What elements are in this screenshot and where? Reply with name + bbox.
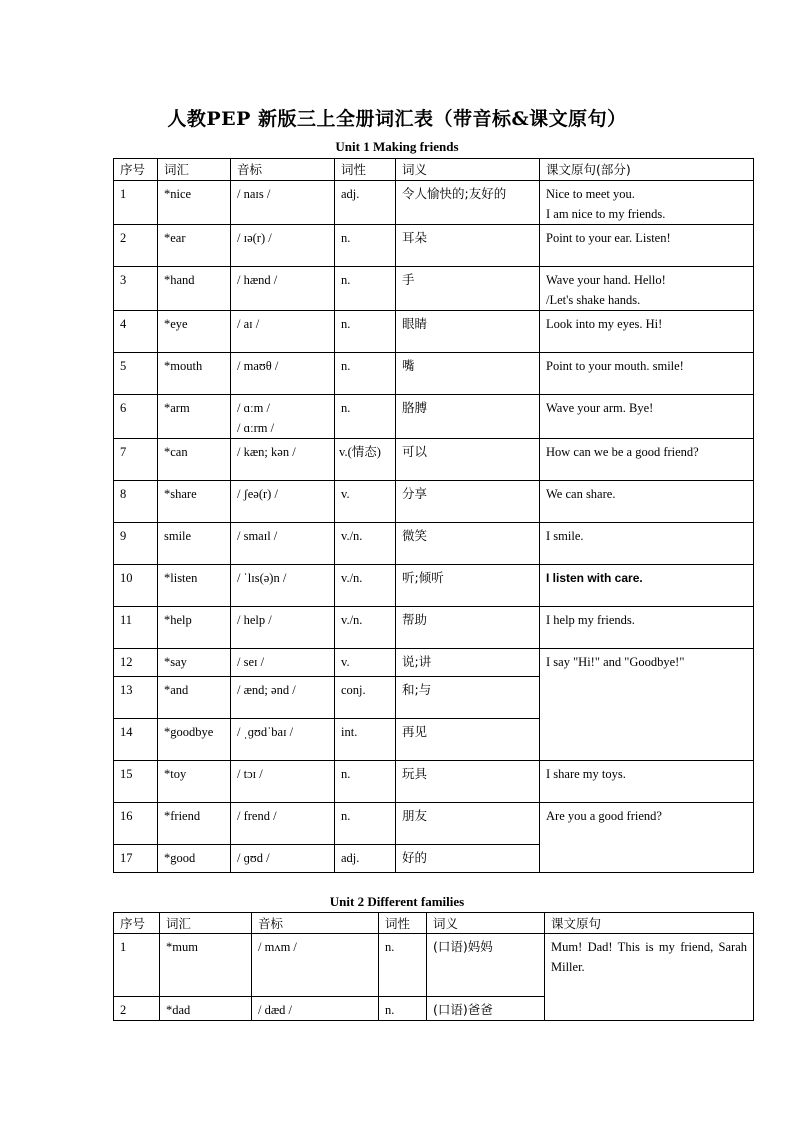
cell-meaning: 听;倾听	[396, 565, 540, 607]
cell-pos: n.	[379, 997, 427, 1021]
cell-word: *and	[158, 677, 231, 719]
unit2-title: Unit 2 Different families	[329, 894, 465, 909]
cell-no: 15	[114, 761, 158, 803]
page-title: 人教PEP 新版三上全册词汇表（带音标&课文原句）	[167, 108, 627, 130]
cell-meaning: 微笑	[396, 523, 540, 565]
cell-pos: v./n.	[335, 607, 396, 649]
cell-meaning: 帮助	[396, 607, 540, 649]
cell-word: smile	[158, 523, 231, 565]
cell-ipa: / ˌɡʊdˈbaɪ /	[231, 719, 335, 761]
cell-no: 3	[114, 267, 158, 311]
sentence-line: /Let's shake hands.	[546, 293, 641, 307]
cell-meaning: 说;讲	[396, 649, 540, 677]
cell-sentence: I share my toys.	[540, 761, 754, 803]
sentence-line: I am nice to my friends.	[546, 207, 666, 221]
cell-ipa: / dæd /	[252, 997, 379, 1021]
cell-sentence: How can we be a good friend?	[540, 439, 754, 481]
cell-no: 16	[114, 803, 158, 845]
cell-no: 6	[114, 395, 158, 439]
cell-meaning: (口语)爸爸	[427, 997, 545, 1021]
ipa-line: / ɑːrm /	[237, 421, 275, 435]
header-pos: 词性	[335, 159, 396, 181]
cell-meaning: 嘴	[396, 353, 540, 395]
cell-ipa: / aɪ /	[231, 311, 335, 353]
cell-ipa: / ʃeə(r) /	[231, 481, 335, 523]
cell-no: 1	[114, 934, 160, 997]
cell-no: 8	[114, 481, 158, 523]
cell-no: 2	[114, 225, 158, 267]
cell-pos: n.	[335, 225, 396, 267]
cell-ipa: / ɪə(r) /	[231, 225, 335, 267]
header-meaning: 词义	[396, 159, 540, 181]
cell-word: *share	[158, 481, 231, 523]
cell-sentence: I help my friends.	[540, 607, 754, 649]
table-header-row	[114, 913, 754, 934]
cell-word: *eye	[158, 311, 231, 353]
cell-no: 10	[114, 565, 158, 607]
table-row	[114, 565, 754, 607]
cell-pos: n.	[379, 934, 427, 997]
cell-pos: n.	[335, 395, 396, 439]
cell-word: *mouth	[158, 353, 231, 395]
cell-no: 14	[114, 719, 158, 761]
cell-no: 5	[114, 353, 158, 395]
cell-sentence: Point to your ear. Listen!	[540, 225, 754, 267]
cell-word: *say	[158, 649, 231, 677]
sentence-line: Nice to meet you.	[546, 187, 635, 201]
table-row	[114, 225, 754, 267]
cell-sentence: I smile.	[540, 523, 754, 565]
table-row	[114, 481, 754, 523]
cell-word: *goodbye	[158, 719, 231, 761]
cell-pos: int.	[335, 719, 396, 761]
cell-sentence: Look into my eyes. Hi!	[540, 311, 754, 353]
cell-pos: n.	[335, 353, 396, 395]
header-sentence: 课文原句	[545, 913, 754, 934]
header-word: 词汇	[158, 159, 231, 181]
cell-word: *good	[158, 845, 231, 873]
cell-pos: v.(情态)	[335, 439, 396, 481]
cell-sentence: Point to your mouth. smile!	[540, 353, 754, 395]
cell-pos: v./n.	[335, 523, 396, 565]
table-row	[114, 934, 754, 997]
cell-word: *arm	[158, 395, 231, 439]
cell-sentence: I listen with care.	[540, 565, 754, 607]
cell-sentence	[540, 267, 754, 311]
table-row	[114, 607, 754, 649]
table-row	[114, 523, 754, 565]
header-ipa: 音标	[231, 159, 335, 181]
cell-no: 13	[114, 677, 158, 719]
header-no: 序号	[114, 159, 158, 181]
cell-ipa: / frend /	[231, 803, 335, 845]
cell-pos: v.	[335, 481, 396, 523]
cell-no: 2	[114, 997, 160, 1021]
unit2-vocab-table	[113, 912, 754, 1021]
table-row	[114, 353, 754, 395]
cell-ipa: / ˈlɪs(ə)n /	[231, 565, 335, 607]
cell-word: *toy	[158, 761, 231, 803]
table-row	[114, 803, 754, 845]
cell-meaning: 眼睛	[396, 311, 540, 353]
unit1-vocab-table	[113, 158, 754, 873]
header-sentence: 课文原句(部分)	[540, 159, 754, 181]
cell-word: *mum	[160, 934, 252, 997]
cell-no: 9	[114, 523, 158, 565]
cell-pos: v.	[335, 649, 396, 677]
cell-pos: v./n.	[335, 565, 396, 607]
cell-pos: n.	[335, 803, 396, 845]
cell-ipa: / naɪs /	[231, 181, 335, 225]
cell-pos: adj.	[335, 845, 396, 873]
cell-word: *can	[158, 439, 231, 481]
cell-word: *nice	[158, 181, 231, 225]
cell-no: 11	[114, 607, 158, 649]
cell-meaning: (口语)妈妈	[427, 934, 545, 997]
cell-ipa	[231, 395, 335, 439]
cell-ipa: / seɪ /	[231, 649, 335, 677]
cell-word: *dad	[160, 997, 252, 1021]
cell-meaning: 再见	[396, 719, 540, 761]
cell-no: 1	[114, 181, 158, 225]
cell-sentence: Mum! Dad! This is my friend, Sarah Miller.	[545, 934, 754, 1021]
cell-pos: n.	[335, 267, 396, 311]
cell-ipa: / hænd /	[231, 267, 335, 311]
sentence-line: Wave your hand. Hello!	[546, 273, 666, 287]
table-row	[114, 181, 754, 225]
table-row	[114, 267, 754, 311]
header-no: 序号	[114, 913, 160, 934]
cell-meaning: 玩具	[396, 761, 540, 803]
table-row	[114, 395, 754, 439]
cell-ipa: / maʊθ /	[231, 353, 335, 395]
cell-meaning: 分享	[396, 481, 540, 523]
table-header-row	[114, 159, 754, 181]
cell-pos: adj.	[335, 181, 396, 225]
cell-meaning: 胳膊	[396, 395, 540, 439]
cell-word: *listen	[158, 565, 231, 607]
table-row	[114, 439, 754, 481]
cell-ipa: / mʌm /	[252, 934, 379, 997]
cell-word: *ear	[158, 225, 231, 267]
cell-sentence: We can share.	[540, 481, 754, 523]
cell-meaning: 和;与	[396, 677, 540, 719]
cell-no: 7	[114, 439, 158, 481]
cell-meaning: 耳朵	[396, 225, 540, 267]
header-word: 词汇	[160, 913, 252, 934]
header-ipa: 音标	[252, 913, 379, 934]
cell-ipa: / ænd; ənd /	[231, 677, 335, 719]
cell-word: *help	[158, 607, 231, 649]
cell-meaning: 可以	[396, 439, 540, 481]
cell-ipa: / help /	[231, 607, 335, 649]
cell-ipa: / smaɪl /	[231, 523, 335, 565]
cell-ipa: / kæn; kən /	[231, 439, 335, 481]
table-row	[114, 649, 754, 677]
header-pos: 词性	[379, 913, 427, 934]
cell-meaning: 手	[396, 267, 540, 311]
cell-no: 12	[114, 649, 158, 677]
cell-meaning: 朋友	[396, 803, 540, 845]
cell-pos: n.	[335, 311, 396, 353]
cell-sentence: Wave your arm. Bye!	[540, 395, 754, 439]
header-meaning: 词义	[427, 913, 545, 934]
cell-no: 4	[114, 311, 158, 353]
cell-pos: conj.	[335, 677, 396, 719]
cell-sentence: I say "Hi!" and "Goodbye!"	[540, 649, 754, 761]
table-row	[114, 311, 754, 353]
cell-no: 17	[114, 845, 158, 873]
cell-ipa: / tɔɪ /	[231, 761, 335, 803]
cell-meaning: 好的	[396, 845, 540, 873]
cell-pos: n.	[335, 761, 396, 803]
cell-ipa: / ɡʊd /	[231, 845, 335, 873]
cell-sentence	[540, 181, 754, 225]
cell-meaning: 令人愉快的;友好的	[396, 181, 540, 225]
cell-sentence: Are you a good friend?	[540, 803, 754, 873]
unit1-title: Unit 1 Making friends	[335, 139, 459, 154]
cell-word: *friend	[158, 803, 231, 845]
table-row	[114, 761, 754, 803]
ipa-line: / ɑːm /	[237, 401, 270, 415]
cell-word: *hand	[158, 267, 231, 311]
